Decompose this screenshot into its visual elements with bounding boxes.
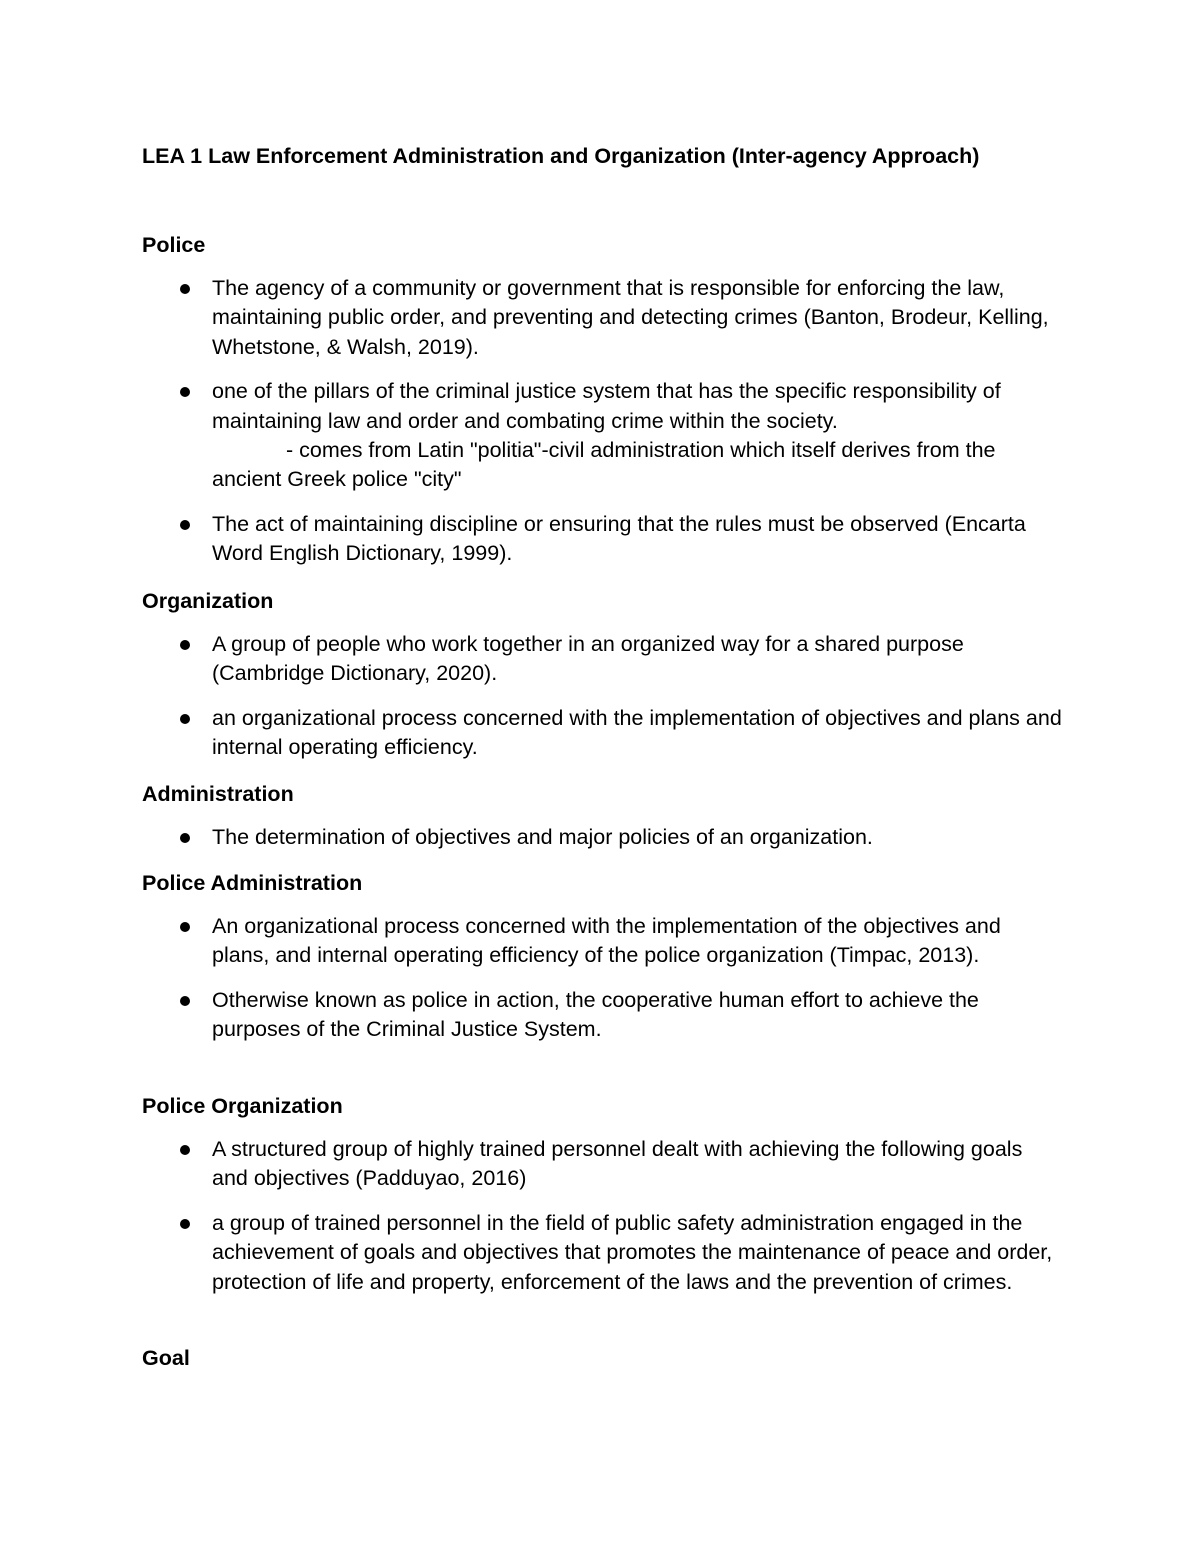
list-item xyxy=(142,986,1062,1045)
section-police-organization xyxy=(142,1091,1062,1297)
section-heading-police-organization: Police Organization xyxy=(142,1094,343,1118)
bullet-text: an organizational process concerned with the implementation of objectives and plans and internal operating efficiency. xyxy=(212,705,1062,760)
section-goal xyxy=(142,1343,1062,1373)
list-item xyxy=(142,377,1062,495)
section-police-administration xyxy=(142,868,1062,1045)
section-police xyxy=(142,230,1062,569)
bullet-icon xyxy=(180,640,190,650)
document-title: LEA 1 Law Enforcement Administration and Organization (Inter-agency Approach) xyxy=(142,144,980,168)
bullet-list-police xyxy=(142,274,1062,569)
section-heading-administration: Administration xyxy=(142,782,294,806)
section-heading-goal: Goal xyxy=(142,1346,190,1370)
list-item xyxy=(142,823,1062,852)
section-heading-organization: Organization xyxy=(142,589,274,613)
list-item xyxy=(142,1209,1062,1297)
bullet-icon xyxy=(180,387,190,397)
list-item xyxy=(142,912,1062,971)
section-administration xyxy=(142,779,1062,852)
bullet-icon xyxy=(180,714,190,724)
bullet-text: The act of maintaining discipline or ensuring that the rules must be observed (Encarta Word English Dictionary, 1999). xyxy=(212,511,1026,566)
list-item xyxy=(142,1135,1062,1194)
bullet-icon xyxy=(180,284,190,294)
bullet-sub-text: - comes from Latin "politia"-civil administration which itself derives from the ancient Greek police "city" xyxy=(212,438,996,492)
bullet-text: An organizational process concerned with the implementation of the objectives and plans, and internal operating efficiency of the police organization (Timpac, 2013). xyxy=(212,914,1001,968)
bullet-text: A group of people who work together in an organized way for a shared purpose (Cambridge Dictionary, 2020). xyxy=(212,632,964,686)
bullet-text: one of the pillars of the criminal justice system that has the specific responsibility of maintaining law and order and combating crime within the society. xyxy=(212,379,1001,433)
bullet-text: The determination of objectives and major policies of an organization. xyxy=(212,825,873,849)
section-organization xyxy=(142,586,1062,763)
bullet-list-organization xyxy=(142,630,1062,763)
list-item xyxy=(142,274,1062,362)
bullet-list-police-administration xyxy=(142,912,1062,1045)
bullet-icon xyxy=(180,520,190,530)
bullet-icon xyxy=(180,1219,190,1229)
bullet-list-police-organization xyxy=(142,1135,1062,1297)
bullet-text: a group of trained personnel in the field of public safety administration engaged in the achievement of goals and objectives that promotes the maintenance of peace and order, protection of life and property, enforcement of the laws and the prevention of crimes. xyxy=(212,1210,1053,1294)
bullet-list-administration xyxy=(142,823,1062,852)
bullet-text: Otherwise known as police in action, the cooperative human effort to achieve the purposes of the Criminal Justice System. xyxy=(212,987,979,1042)
bullet-icon xyxy=(180,1145,190,1155)
bullet-text: A structured group of highly trained personnel dealt with achieving the following goals and objectives (Padduyao, 2016) xyxy=(212,1137,1023,1191)
bullet-icon xyxy=(180,996,190,1006)
list-item xyxy=(142,510,1062,569)
bullet-text: The agency of a community or government that is responsible for enforcing the law, maintaining public order, and preventing and detecting crimes (Banton, Brodeur, Kelling, Whetstone, & Walsh, 2019). xyxy=(212,276,1049,359)
list-item xyxy=(142,704,1062,763)
section-heading-police-administration: Police Administration xyxy=(142,871,363,895)
bullet-icon xyxy=(180,833,190,843)
section-heading-police: Police xyxy=(142,233,206,257)
list-item xyxy=(142,630,1062,689)
bullet-icon xyxy=(180,922,190,932)
